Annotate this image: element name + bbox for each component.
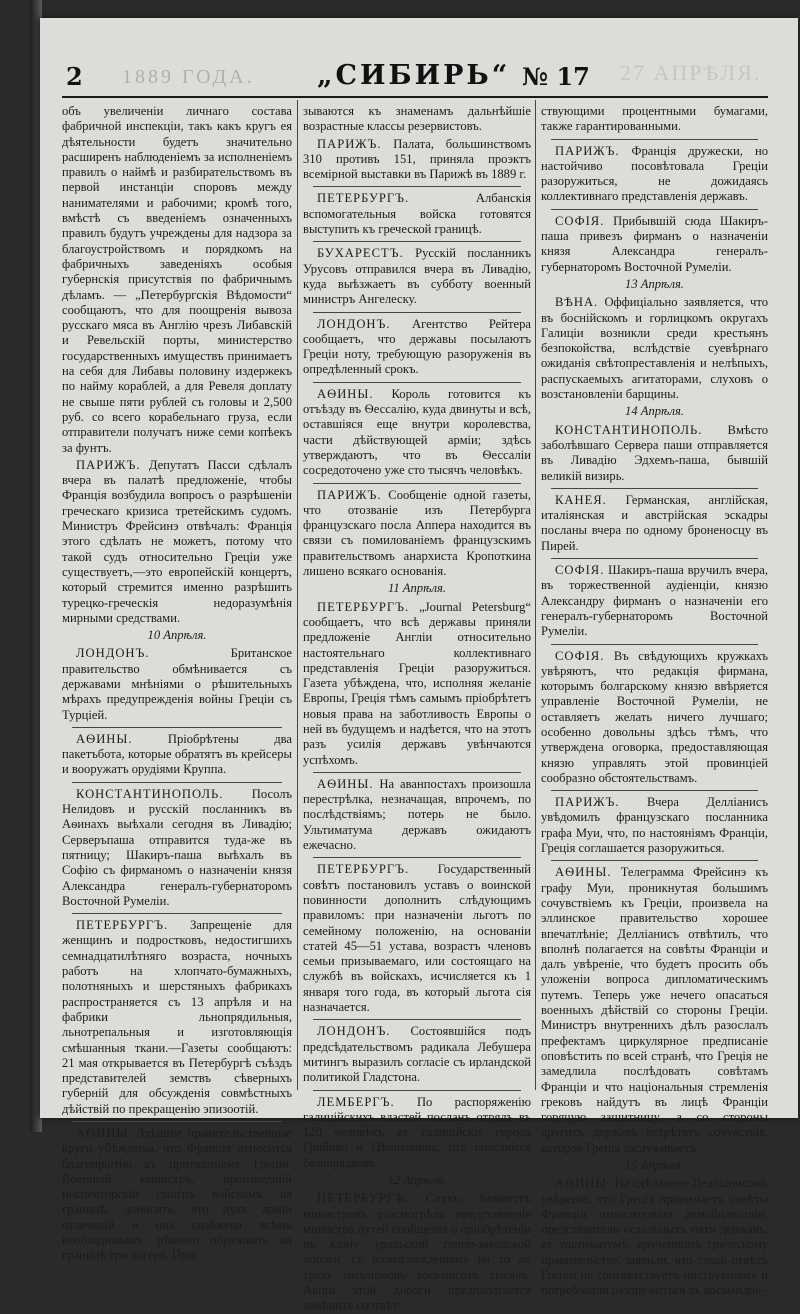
article-paragraph: ствующими процентными бумагами, также гарантированными.: [541, 104, 768, 134]
date-heading: 14 Апрѣля.: [625, 404, 684, 419]
column-2: [303, 104, 531, 1313]
article-paragraph: [303, 1191, 531, 1313]
dateline: АѲИНЫ.: [76, 731, 133, 746]
dateline: ПЕТЕРБУРГЪ.: [317, 862, 410, 877]
article-paragraph: [541, 1176, 768, 1298]
article-paragraph: [62, 918, 292, 1117]
article-text: Прибывшій сюда Шакиръ-паша привезъ фирманъ о назначеніи князя Александра генералъ-губернаторомъ Восточной Румеліи.: [541, 213, 768, 274]
page-number: 2: [66, 62, 83, 91]
article-paragraph: [541, 795, 768, 856]
article-paragraph: [62, 787, 292, 909]
item-separator: [313, 772, 521, 773]
article-paragraph: [541, 493, 768, 554]
dateline: АѲИНЫ.: [555, 865, 612, 880]
article-paragraph: [62, 646, 292, 722]
date-heading: 15 Апрѣля.: [625, 1158, 684, 1172]
item-separator: [551, 790, 758, 791]
article-text: Сообщеніе одной газеты, что отозваніе изъ Петербурга французскаго посла Аппера находится въ связи съ помилованіемъ французскимъ правительствомъ анархиста Кропоткина лишено всякаго основанія.: [303, 487, 531, 579]
article-paragraph: [541, 649, 768, 787]
dateline: ПЕТЕРБУРГЪ.: [317, 191, 410, 206]
article-text: Русскій посланникъ Урусовъ отправился вчера въ Ливадію, куда выѣзжаетъ въ субботу военный министръ Ангелеску.: [303, 246, 531, 307]
dateline: ПАРИЖЪ.: [317, 487, 382, 502]
dateline: АѲИНЫ.: [555, 1176, 612, 1191]
item-separator: [72, 782, 282, 783]
article-text: Въ свѣдующихъ кружкахъ увѣряютъ, что редакція фирмана, которымъ болгарскому князю ввѣряется управленіе Восточной Румеліи, не оставляетъ желать ничего лучшаго; особенно довольны здѣсь тѣмъ, что утверждена оговорка, предоставляющая князю управлять этой провинціей сообразно обстоятельствамъ.: [541, 648, 768, 785]
page-header: [62, 62, 622, 90]
article-text: Запрещеніе для женщинъ и подростковъ, недостигшихъ семнадцатилѣтняго возраста, ночныхъ работъ на хлопчато-бумажныхъ, полотняныхъ и шерстяныхъ фабрикахъ распространяется съ 13 апрѣля и на фабрики льнопрядильныя, льнотрепальныя и изготовляющія смѣшанныя ткани.—Газеты сообщаютъ: 21 мая открывается въ Петербургѣ съѣздъ представителей земствъ сѣверныхъ губерній для обсужденія совмѣстныхъ дѣйствій по прекращенію эпизоотій.: [62, 918, 292, 1116]
article-paragraph: [303, 600, 531, 768]
masthead-title: „СИБИРЬ“: [317, 60, 511, 91]
dateline: СОФІЯ.: [555, 648, 605, 663]
dateline: АѲИНЫ.: [317, 386, 374, 401]
item-separator: [72, 727, 282, 728]
dateline: ПАРИЖЪ.: [317, 136, 382, 151]
article-paragraph: [62, 1126, 292, 1264]
item-separator: [72, 913, 282, 914]
dateline: ЛОНДОНЪ.: [317, 1024, 391, 1039]
dateline: ПЕТЕРБУРГЪ.: [317, 599, 410, 614]
item-separator: [313, 382, 521, 383]
dateline: БУХАРЕСТЪ.: [317, 246, 404, 261]
dateline: КОНСТАНТИНОПОЛЬ.: [76, 786, 224, 801]
article-paragraph: [541, 865, 768, 1156]
dateline: ЛОНДОНЪ.: [76, 646, 150, 661]
dateline: ПЕТЕРБУРГЪ.: [76, 918, 169, 933]
item-separator: [313, 1090, 521, 1091]
article-paragraph: [303, 137, 531, 183]
article-text: Агентство Рейтера сообщаетъ, что державы посылаютъ Греціи ноту, требующую разоруженія въ опредѣленный срокъ.: [303, 316, 531, 377]
article-paragraph: [541, 423, 768, 484]
item-separator: [313, 186, 521, 187]
article-text: Пріобрѣтены два пакетъбота, которые обратятъ въ крейсеры и вооружатъ орудіями Круппа.: [62, 731, 292, 777]
article-text: Посолъ Нелидовъ и русскій посланникъ въ Аѳинахъ выѣхали сегодня въ Ливадію; Серверъпаша отправится туда-же въ пятницу; Шакиръ-паша выѣхалъ въ Софію съ фирманомъ о назначеніи князя Александра генералъ-губернаторомъ Восточной Румеліи.: [62, 786, 292, 908]
article-paragraph: [303, 777, 531, 853]
column-divider: [297, 100, 298, 1090]
article-text: Состоявшійся подъ предсѣдательствомъ радикала Лебушера митингъ выразилъ согласіе съ ирландской политикой Гладстона.: [303, 1024, 531, 1085]
bleed-through-year: 1889 ГОДА.: [122, 66, 255, 88]
item-separator: [313, 857, 521, 858]
article-text: Вчера Делліанисъ увѣдомилъ французскаго посланника графа Муи, что, по настояніямъ Франціи, Греція соглашается разоружиться.: [541, 795, 768, 856]
article-text: Телеграмма Фрейсинэ къ графу Муи, проникнутая большимъ сочувствіемъ къ Греціи, произвела на эллинское правительство хорошее впечатлѣніе; Делліанисъ отвѣтилъ, что вполнѣ полагается на совѣты Франціи и далъ увѣреніе, что будетъ просить объ уложеніи вопроса дипломатическимъ путемъ. Теперь уже нечего опасаться военныхъ дѣйствій со стороны Греціи. Министръ внутреннихъ дѣлъ разослалъ префектамъ циркулярное предписаніе оповѣстить по всей странѣ, что Греція не замедлила послѣдовать совѣтамъ Франціи и что національныя стремленія грековъ найдутъ въ лицѣ Франціи горячую защитницу, а со стороны другихъ державъ встрѣтятъ сочувствіе, которое Греція заслуживаетъ.: [541, 865, 768, 1155]
article-text: На аванпостахъ произошла перестрѣлка, незначащая, впрочемъ, по послѣдствіямъ; потерь не было. Ультиматума державъ ожидаютъ ежечасно.: [303, 776, 531, 853]
item-separator: [551, 644, 758, 645]
article-paragraph: [303, 387, 531, 479]
article-text: Оффиціально заявляется, что въ боснійскомъ и горлицкомъ округахъ Галиціи возникли среди крестьянъ безпокойства, вслѣдствіе суевѣрнаго ожиданія свѣтопреставленія и нелѣпыхъ, распускаемыхъ агитаторами, слуховъ о возстановленіи барщины.: [541, 295, 768, 402]
date-heading: 12 Апрѣля.: [387, 1173, 447, 1187]
item-separator: [313, 241, 521, 242]
date-heading: 10 Апрѣля.: [147, 628, 207, 643]
dateline: ЛОНДОНЪ.: [317, 316, 391, 331]
date-heading: 11 Апрѣля.: [388, 581, 446, 596]
dateline: АѲИНЫ.: [76, 1126, 133, 1140]
article-text: По распоряженію галиційскихъ властей посланъ отрядъ въ 120 человѣкъ въ галиційскіе города Грибово и Цѣшковицы, гдѣ опасаются безпорядковъ.: [303, 1094, 531, 1170]
dateline: ПЕТЕРБУРГЪ.: [317, 1191, 410, 1206]
article-paragraph: [541, 563, 768, 639]
article-text: Король готовится къ отъѣзду въ Ѳессалію, куда двинуты и всѣ, оставшіяся еще внутри королевства, части дѣйствующей арміи; здѣсь утверждаютъ, что въ Ѳессаліи сосредоточено уже сто тысячъ человѣкъ.: [303, 386, 531, 478]
dateline: ПАРИЖЪ.: [555, 795, 620, 810]
dateline: АѲИНЫ.: [317, 776, 374, 791]
article-paragraph: [303, 488, 531, 580]
article-text: Депутатъ Пасси сдѣлалъ вчера въ палатѣ предложеніе, чтобы Франція возбудила вопросъ о разрѣшеніи греческаго кризиса третейскимъ судомъ. Министръ Фрейсинэ отвѣчалъ: Франція этого сдѣлать не можетъ, потому что такой судъ относительно Греціи уже существуетъ,—это европейскій концертъ, который стремится именно разрѣшить турецко-греческія недоразумѣнія мирными средствами.: [62, 457, 292, 625]
article-paragraph: [541, 214, 768, 275]
dateline: КОНСТАНТИНОПОЛЬ.: [555, 422, 703, 437]
column-1: [62, 104, 292, 1263]
item-separator: [313, 312, 521, 313]
bleed-through-date: 27 АПРѢЛЯ.: [620, 60, 762, 85]
article-paragraph: [62, 458, 292, 626]
article-paragraph: [303, 1095, 531, 1171]
article-text: Государственный совѣтъ постановилъ уставъ о воинской повинности дополнить слѣдующимъ правиломъ: при назначеніи льготъ по семейному положенію, на основаніи статей 45—51 устава, возрастъ членовъ семьи призываемаго, или состоящаго на службѣ въ войскахъ, исчисляется къ 1 января того года, въ который льгота сія назначается.: [303, 862, 531, 1015]
item-separator: [551, 139, 758, 140]
dateline: ПАРИЖЪ.: [555, 143, 620, 158]
article-paragraph: [303, 1024, 531, 1085]
item-separator: [72, 1121, 282, 1122]
article-text: Вмѣсто заболѣвшаго Сервера паши отправляется въ Ливадію Эдхемъ-паша, бывшій великій визирь.: [541, 422, 768, 483]
dateline: ПАРИЖЪ.: [76, 457, 141, 472]
item-separator: [313, 1019, 521, 1020]
article-text: На сдѣланное Делліанисомъ увѣреніе, что Греція принимаетъ совѣты Франціи относительно демобилизаціи, представители остальныхъ пяти державъ, въ ультиматумѣ, врученномъ греческому правительству, заявили, что такой отвѣтъ Греціи не соотвѣтствуетъ инструкціямъ и потребовали разоружиться въ восьмидне-: [541, 1176, 768, 1298]
dateline: КАНЕЯ.: [555, 492, 607, 507]
item-separator: [551, 860, 758, 861]
article-text: Шакиръ-паша вручилъ вчера, въ торжественной аудіенціи, князю Александру фирманъ о назначеніи его генералъ-губернаторомъ Восточной Румеліи.: [541, 563, 768, 639]
column-divider: [535, 100, 536, 1090]
item-separator: [551, 558, 758, 559]
article-text: „Journal Petersburg“ сообщаетъ, что всѣ державы приняли предложеніе Англіи относительно настоятельнаго коллективнаго представленія Греціи разоружиться. Газета убѣждена, что, исполняя желаніе Европы, Греція тѣмъ самымъ пріобрѣтетъ новыя права на заботливость Европы о ней въ будущемъ и надѣется, что на этотъ разъ усилія державъ увѣнчаются успѣхомъ.: [303, 599, 531, 767]
dateline: ЛЕМБЕРГЪ.: [317, 1094, 395, 1109]
item-separator: [313, 483, 521, 484]
article-text: Франція дружески, но настойчиво посовѣтовала Греціи разоружиться, не дожидаясь коллективнаго представленія державъ.: [541, 143, 768, 204]
article-text: Палата, большинствомъ 310 противъ 151, приняла проэктъ всемірной выставки въ Парижѣ въ 1889 г.: [303, 136, 531, 182]
item-separator: [551, 209, 758, 210]
header-rule: [62, 96, 768, 98]
article-paragraph: зываются къ знаменамъ дальнѣйшіе возрастные классы резервистовъ.: [303, 104, 531, 134]
article-paragraph: [62, 732, 292, 778]
column-3: [541, 104, 768, 1298]
article-paragraph: [303, 317, 531, 378]
article-text: Здѣшніе правительственные круги убѣждены, что Франція относится благопріятно къ притязаніямъ Греціи. Военный министръ, произведшій инспекторскій смотръ войскамъ на границѣ, доносить, что духъ арміи отличный и она снабжена всѣмъ необходимымъ; рѣшено образовать на границѣ три лагеря. При-: [62, 1126, 292, 1263]
article-text: Германская, англійская, италіянская и австрійская эскадры посланы вчера по одному броненосцу въ Пирей.: [541, 492, 768, 553]
dateline: СОФІЯ.: [555, 213, 605, 228]
dateline: ВѢНА.: [555, 295, 599, 310]
item-separator: [551, 488, 758, 489]
article-paragraph: объ увеличеніи личнаго состава фабричной инспекціи, такъ какъ кругъ ея дѣятельности будетъ значительно расширенъ наблюденіемъ за исполненіемъ правилъ о наймѣ и разбирательствомъ въ первой инстанціи споровъ между нанимателями и рабочими; кромѣ того, вмѣстѣ съ введеніемъ означенныхъ правилъ будутъ учреждены для надзора за благоустройствомъ и порядкомъ на фабричныхъ заведеніяхъ особыя губернскія присутствія по фабричнымъ дѣламъ. — „Петербургскія Вѣдомости“ сообщаютъ, что для поощренія вывоза русскаго мяса въ Англію чрезъ Либавскій и Ревельскій порты, министерство государственныхъ имуществъ принимаетъ на себя для Либавы половину издержекъ по найму кораблей, а для Ревеля доплату не свыше пяти рублей съ головы и 2,500 руб. со всего корабельнаго груза, если отправители получатъ ниже семи копѣекъ за фунтъ.: [62, 104, 292, 455]
article-paragraph: [541, 144, 768, 205]
article-paragraph: [303, 191, 531, 237]
article-text: Албанскія вспомогательныя войска готовятся выступить къ греческой границѣ.: [303, 191, 531, 237]
date-heading: 13 Апрѣля.: [625, 276, 684, 291]
article-text: Британское правительство обмѣнивается съ державами мнѣніями о рѣшительныхъ мѣрахъ предупрежденія войны Греціи съ Турціей.: [62, 646, 292, 722]
issue-number: № 17: [522, 62, 590, 91]
article-text: Слухъ: Комитетъ министровъ разсмотрѣлъ представленіе министра путей сообщенія о пріобрѣтеніи въ казну уральской горно-заводской дороги, съ вознагражденіемъ на то до трехъ милліоновъ восьмисотъ тысячъ. Акціи этой дороги предполагается замѣнить соотвѣт-: [303, 1191, 531, 1313]
article-paragraph: [303, 246, 531, 307]
article-paragraph: [303, 862, 531, 1015]
article-paragraph: [541, 295, 768, 402]
dateline: СОФІЯ.: [555, 563, 605, 578]
